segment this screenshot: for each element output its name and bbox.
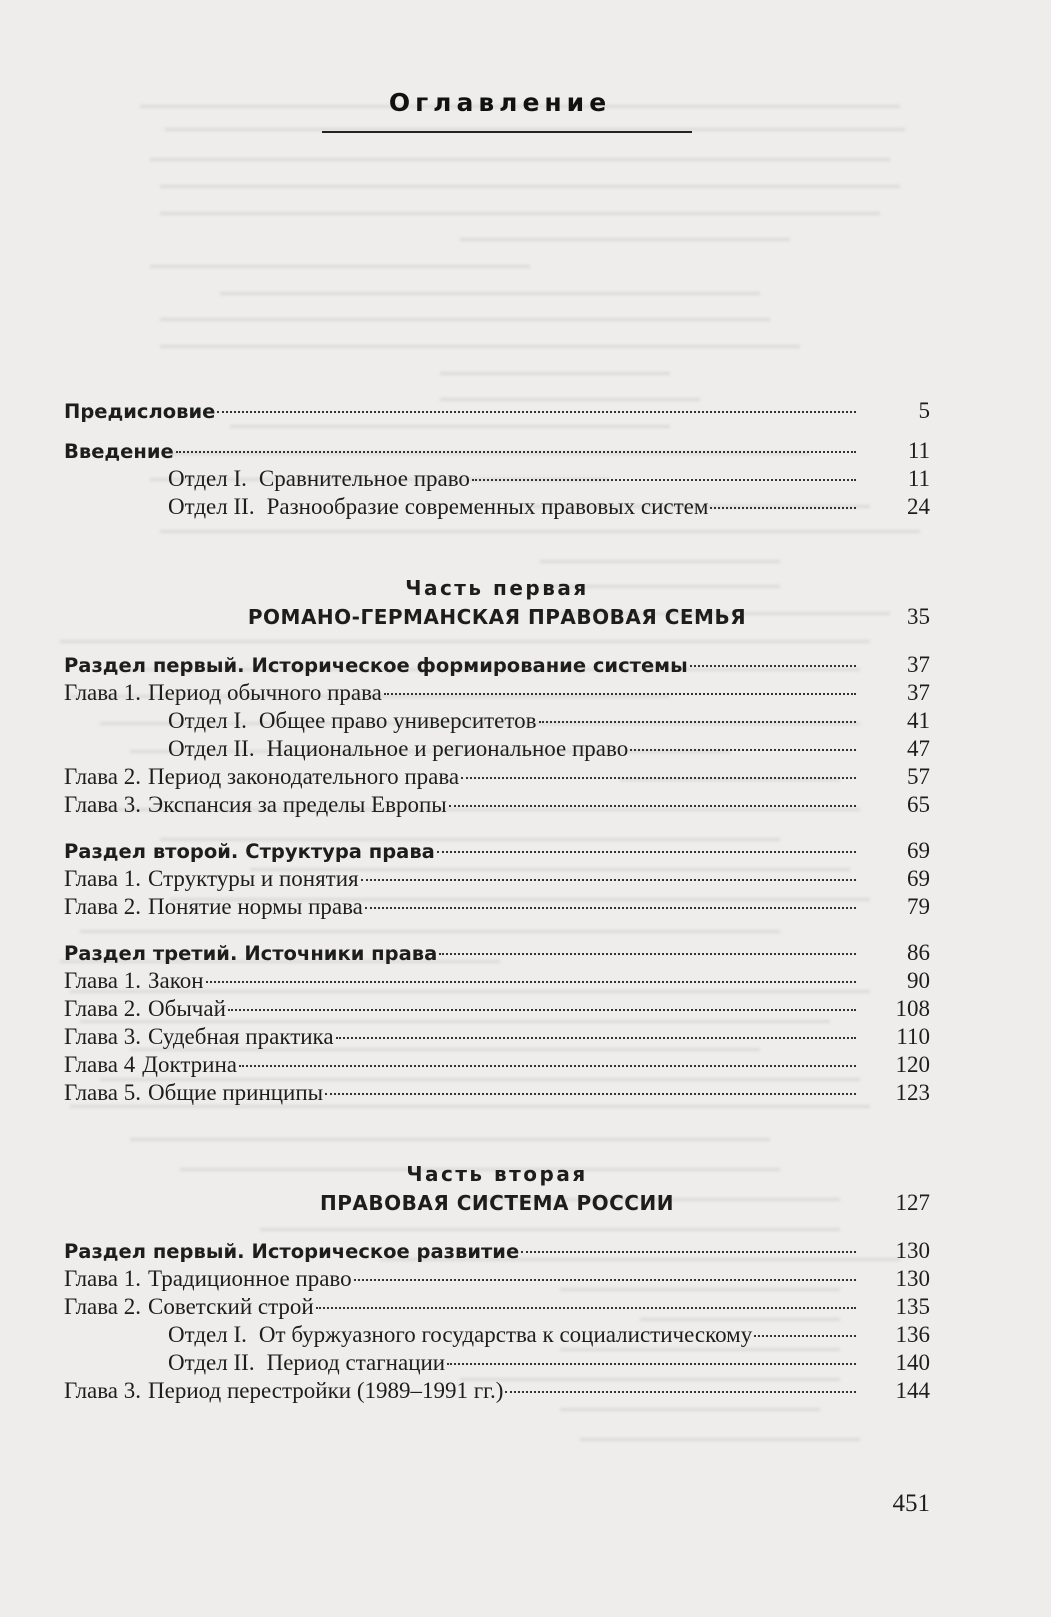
toc-entry-number: Глава 3. [64,1024,142,1049]
toc-entry-page: 120 [895,1052,930,1077]
dot-leader [316,1307,856,1309]
dot-leader [217,411,856,413]
part-title: ПРАВОВАЯ СИСТЕМА РОССИИ [320,1191,674,1215]
toc-entry-title: Источники права [244,942,438,965]
toc-subsection-entry[interactable] [64,707,930,735]
toc-chapter-entry[interactable] [64,791,930,819]
dot-leader [239,1065,856,1067]
toc-entry-number: Предисловие [64,400,216,423]
toc-entry-title: Понятие нормы права [148,894,363,919]
dot-leader [361,879,856,881]
toc-entry-page: 11 [907,438,930,463]
toc-chapter-entry[interactable] [64,995,930,1023]
toc-entry-page: 65 [907,792,930,817]
toc-subsection-entry[interactable] [64,735,930,763]
toc-entry-title: Закон [148,968,204,993]
toc-entry-title: Период законодательного права [148,764,460,789]
toc-entry-page: 69 [907,866,930,891]
dot-leader [505,1391,856,1393]
ghost-line [160,345,800,348]
dot-leader [447,1363,856,1365]
toc-entry-title: Сравнительное право [258,466,470,491]
spacer [64,425,930,437]
dot-leader [754,1335,856,1337]
part-number: Часть вторая [406,1162,588,1186]
toc-section-entry[interactable] [64,651,930,679]
toc-section-entry[interactable] [64,437,930,465]
page-number: 451 [892,1490,930,1517]
toc-entry-page: 144 [895,1378,930,1403]
dot-leader [325,1093,856,1095]
toc-subsection-entry[interactable] [64,1349,930,1377]
toc-entry-page: 136 [895,1322,930,1347]
toc-entry-number: Отдел II. [168,494,255,519]
part-page: 35 [907,604,930,629]
toc-chapter-entry[interactable] [64,763,930,791]
toc-entry-number: Отдел I. [168,1322,247,1347]
toc-entry-page: 24 [907,494,930,519]
toc-entry-number: Глава 3. [64,792,142,817]
ghost-line [150,265,530,268]
toc-subsection-entry[interactable] [64,493,930,521]
toc-entry-page: 37 [907,652,930,677]
toc-entry-title: Судебная практика [148,1024,334,1049]
ghost-line [160,212,880,215]
ghost-line [220,292,760,295]
toc-entry-number: Глава 2. [64,1294,142,1319]
dot-leader [384,693,856,695]
toc-entry-title: Советский строй [148,1294,314,1319]
toc-entry-page: 140 [895,1350,930,1375]
dot-leader [710,507,856,509]
spacer [64,521,930,565]
dot-leader [176,451,856,453]
toc-entry-number: Отдел II. [168,736,255,761]
spacer [64,921,930,939]
part-number: Часть первая [405,576,589,600]
toc-entry-title: Структуры и понятия [148,866,359,891]
toc-entry-number: Глава 1. [64,968,142,993]
ghost-line [560,1408,820,1411]
toc-chapter-entry[interactable] [64,1293,930,1321]
toc-entry-page: 135 [895,1294,930,1319]
toc-entry-title: Историческое формирование системы [251,654,688,677]
toc-section-entry[interactable] [64,837,930,865]
ghost-line [460,238,790,241]
ghost-line [160,185,900,188]
ghost-line [580,1438,860,1441]
dot-leader [690,665,856,667]
ghost-line [150,158,890,161]
toc-entry-page: 11 [907,466,930,491]
ghost-line [160,318,770,321]
part-title: РОМАНО-ГЕРМАНСКАЯ ПРАВОВАЯ СЕМЬЯ [247,605,747,629]
toc-entry-page: 110 [896,1024,930,1049]
toc-chapter-entry[interactable] [64,1265,930,1293]
toc-entry-title: Обычай [148,996,226,1021]
toc-entry-page: 69 [907,838,930,863]
toc-entry-number: Отдел II. [168,1350,255,1375]
spacer [64,1219,930,1237]
dot-leader [439,953,856,955]
part-title-row [64,601,930,633]
table-of-contents [64,397,930,1405]
dot-leader [449,805,856,807]
dot-leader [461,777,856,779]
toc-entry-number: Глава 2. [64,996,142,1021]
toc-entry-page: 79 [907,894,930,919]
dot-leader [437,851,856,853]
dot-leader [228,1009,856,1011]
toc-chapter-entry[interactable] [64,967,930,995]
toc-entry-page: 57 [907,764,930,789]
toc-entry-page: 5 [918,398,930,423]
toc-chapter-entry[interactable] [64,1377,930,1405]
toc-entry-title: Историческое развитие [251,1240,520,1263]
dot-leader [336,1037,856,1039]
toc-chapter-entry[interactable] [64,1023,930,1051]
toc-entry-title: Традиционное право [148,1266,352,1291]
dot-leader [365,907,856,909]
toc-entry-title: Национальное и региональное право [266,736,629,761]
toc-entry-title: Доктрина [142,1052,237,1077]
dot-leader [354,1279,856,1281]
dot-leader [206,981,856,983]
toc-chapter-entry[interactable] [64,679,930,707]
toc-entry-number: Отдел I. [168,708,247,733]
toc-entry-page: 130 [895,1266,930,1291]
toc-entry-number: Глава 1. [64,1266,142,1291]
toc-entry-page: 47 [907,736,930,761]
page-title: Оглавление [388,88,612,117]
toc-entry-page: 37 [907,680,930,705]
dot-leader [539,721,856,723]
toc-entry-number: Раздел третий. [64,942,238,965]
toc-entry-number: Раздел первый. [64,654,245,677]
spacer [64,819,930,837]
toc-entry-title: Общее право университетов [258,708,537,733]
part-title-row [64,1187,930,1219]
toc-chapter-entry[interactable] [64,865,930,893]
part-heading[interactable] [64,1161,930,1219]
toc-entry-number: Раздел второй. [64,840,239,863]
toc-entry-page: 90 [907,968,930,993]
toc-chapter-entry[interactable] [64,893,930,921]
toc-entry-number: Глава 2. [64,764,142,789]
toc-entry-number: Глава 5. [64,1080,142,1105]
dot-leader [521,1251,856,1253]
toc-subsection-entry[interactable] [64,1321,930,1349]
toc-entry-page: 86 [907,940,930,965]
toc-chapter-entry[interactable] [64,1079,930,1107]
spacer [64,633,930,651]
toc-entry-title: От буржуазного государства к социалистическому [258,1322,753,1347]
spacer [64,1107,930,1151]
part-heading[interactable] [64,575,930,633]
toc-entry-number: Глава 4 [64,1052,136,1077]
toc-section-entry[interactable] [64,1237,930,1265]
toc-entry-page: 108 [895,996,930,1021]
dot-leader [472,479,856,481]
toc-subsection-entry[interactable] [64,465,930,493]
toc-entry-number: Глава 1. [64,680,142,705]
toc-section-entry[interactable] [64,397,930,425]
toc-entry-title: Общие принципы [148,1080,324,1105]
toc-entry-page: 123 [895,1080,930,1105]
toc-entry-title: Структура права [245,840,435,863]
ghost-line [440,372,670,375]
toc-chapter-entry[interactable] [64,1051,930,1079]
toc-entry-title: Период стагнации [266,1350,446,1375]
dot-leader [630,749,856,751]
toc-entry-number: Отдел I. [168,466,247,491]
toc-entry-title: Период обычного права [148,680,382,705]
toc-section-entry[interactable] [64,939,930,967]
toc-entry-page: 130 [895,1238,930,1263]
toc-entry-number: Глава 3. [64,1378,142,1403]
toc-entry-title: Разнообразие современных правовых систем [266,494,709,519]
toc-entry-number: Глава 2. [64,894,142,919]
toc-entry-title: Период перестройки (1989–1991 гг.) [148,1378,504,1403]
part-page: 127 [895,1190,930,1215]
toc-entry-title: Экспансия за пределы Европы [148,792,447,817]
toc-entry-page: 41 [907,708,930,733]
toc-entry-number: Глава 1. [64,866,142,891]
toc-entry-number: Введение [64,440,174,463]
toc-entry-number: Раздел первый. [64,1240,245,1263]
title-underline [322,131,692,133]
